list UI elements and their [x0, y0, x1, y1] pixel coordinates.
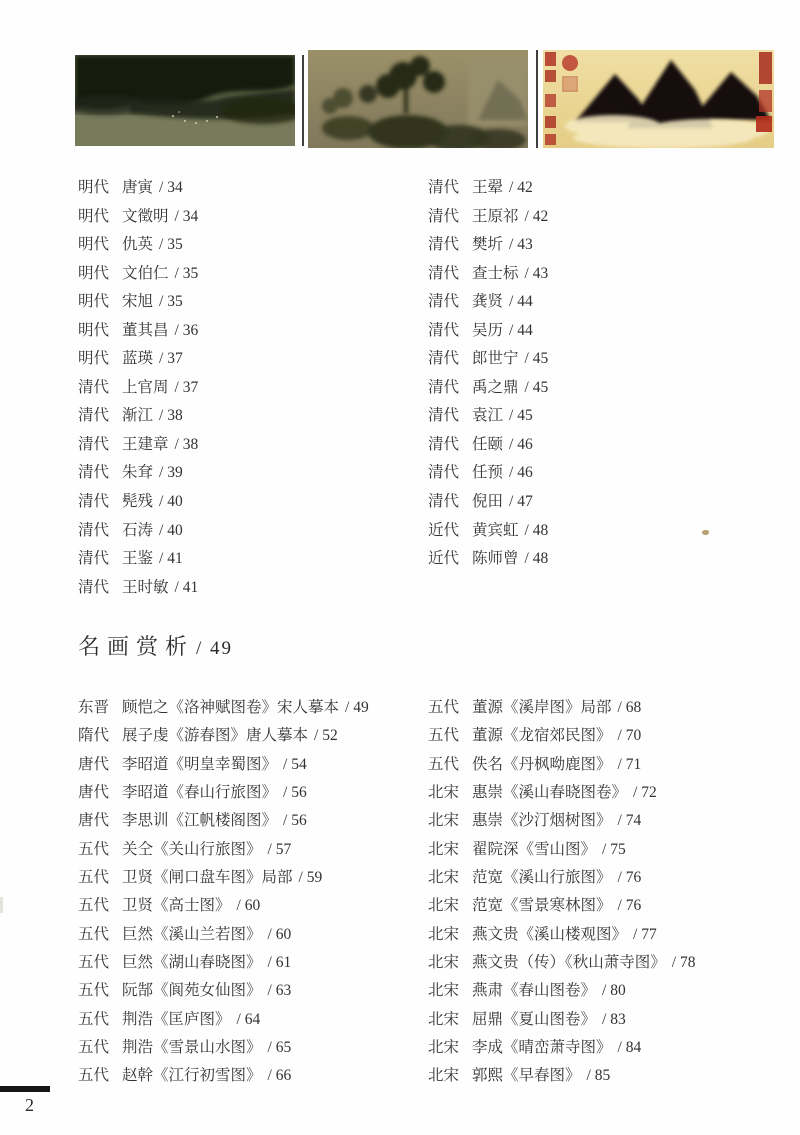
painting-title: 屈鼎《夏山图卷》: [472, 1010, 597, 1028]
artist-index-entry: [78, 574, 198, 603]
artist-name: 朱耷: [122, 464, 154, 482]
dynasty-label: 北宋: [428, 1067, 460, 1085]
artist-name: 上官周: [122, 378, 169, 396]
painting-title: 关仝《关山行旅图》: [122, 840, 262, 858]
dynasty-label: 明代: [78, 293, 110, 311]
dynasty-label: 北宋: [428, 1010, 460, 1028]
dynasty-label: 清代: [78, 407, 110, 425]
page-ref: / 77: [633, 925, 657, 943]
artist-name: 髡残: [122, 493, 154, 511]
page-ref: / 41: [159, 550, 183, 568]
dynasty-label: 清代: [428, 179, 460, 196]
painting-title: 阮郜《阆苑女仙图》: [122, 982, 262, 1000]
painting-title: 董源《龙宿郊民图》: [472, 727, 612, 745]
artist-name: 王时敏: [122, 578, 169, 596]
paintings-index-left-column: [78, 694, 369, 1091]
page-ref: / 76: [617, 869, 642, 887]
artists-index-right-column: [428, 174, 548, 574]
page-ref: / 76: [617, 897, 642, 915]
painting-index-entry: [428, 807, 695, 835]
painting-index-entry: [428, 949, 695, 977]
dynasty-label: 五代: [428, 755, 460, 773]
page-ref: / 65: [267, 1039, 292, 1057]
page-ref: / 40: [159, 493, 183, 511]
painting-index-entry: [78, 779, 369, 807]
dynasty-label: 清代: [428, 350, 460, 368]
edge-smudge: [0, 897, 3, 913]
page-ref: / 78: [671, 954, 696, 972]
painting-index-entry: [78, 977, 369, 1005]
dynasty-label: 五代: [78, 1039, 110, 1057]
artist-index-entry: [78, 517, 198, 546]
artist-index-entry: [78, 203, 198, 232]
page-ref: / 52: [314, 727, 338, 745]
page-ref: / 39: [159, 464, 183, 482]
dynasty-label: 清代: [78, 521, 110, 539]
painting-title: 范宽《溪山行旅图》: [472, 869, 612, 887]
artist-index-entry: [428, 459, 548, 488]
dynasty-label: 清代: [428, 321, 460, 339]
page-ref: / 75: [602, 840, 626, 858]
page-ref: / 41: [174, 578, 199, 596]
page-ref: / 45: [524, 350, 549, 368]
artist-name: 文徵明: [122, 207, 169, 225]
page-ref: / 38: [174, 435, 199, 453]
dynasty-label: 清代: [428, 264, 460, 282]
artist-index-entry: [78, 317, 198, 346]
painting-title: 李昭道《明皇幸蜀图》: [122, 755, 278, 773]
artist-index-entry: [428, 431, 548, 460]
artist-name: 王翚: [472, 179, 504, 196]
page-ref: / 48: [524, 550, 549, 568]
dynasty-label: 五代: [78, 869, 110, 887]
painting-title: 顾恺之《洛神赋图卷》宋人摹本: [122, 699, 340, 716]
artist-index-entry: [78, 545, 198, 574]
painting-index-entry: [78, 807, 369, 835]
painting-index-entry: [428, 836, 695, 864]
page-ref: / 85: [586, 1067, 611, 1085]
painting-index-entry: [78, 1006, 369, 1034]
artist-index-entry: [428, 203, 548, 232]
dynasty-label: 清代: [78, 435, 110, 453]
thumbnail-divider: [302, 55, 304, 146]
artist-index-entry: [78, 402, 198, 431]
artist-index-entry: [428, 488, 548, 517]
dynasty-label: 清代: [428, 378, 460, 396]
artist-name: 樊圻: [472, 236, 504, 254]
artist-name: 黄宾虹: [472, 521, 519, 539]
painting-title: 惠崇《沙汀烟树图》: [472, 812, 612, 830]
page-ref: / 44: [509, 321, 533, 339]
painting-title: 惠崇《溪山春晓图卷》: [472, 784, 628, 802]
page-ref: / 59: [298, 869, 323, 887]
dynasty-label: 清代: [428, 236, 460, 254]
page-footer-rule: [0, 1086, 50, 1092]
dynasty-label: 五代: [428, 727, 460, 745]
artist-index-entry: [428, 545, 548, 574]
section-page-ref: / 49: [196, 638, 234, 659]
dynasty-label: 清代: [78, 464, 110, 482]
artist-name: 龚贤: [472, 293, 504, 311]
artist-index-entry: [78, 231, 198, 260]
page-ref: / 49: [345, 699, 369, 716]
dynasty-label: 五代: [78, 982, 110, 1000]
page-ref: / 35: [159, 236, 183, 254]
dynasty-label: 北宋: [428, 954, 460, 972]
section-title: 名画赏析: [78, 634, 195, 659]
dynasty-label: 近代: [428, 521, 460, 539]
page-ref: / 57: [267, 840, 292, 858]
painting-title: 董源《溪岸图》局部: [472, 699, 612, 716]
artist-index-entry: [78, 345, 198, 374]
dynasty-label: 清代: [78, 578, 110, 596]
painting-index-entry: [78, 864, 369, 892]
painting-title: 翟院深《雪山图》: [472, 840, 597, 858]
artist-name: 仇英: [122, 236, 154, 254]
artist-index-entry: [78, 288, 198, 317]
page-ref: / 63: [267, 982, 292, 1000]
page-ref: / 66: [267, 1067, 292, 1085]
round-seal: [562, 55, 578, 71]
page-ref: / 80: [602, 982, 626, 1000]
artist-index-entry: [428, 174, 548, 203]
artist-name: 文伯仁: [122, 264, 169, 282]
painting-thumbnail-trees-rocks: [308, 50, 528, 148]
painting-index-entry: [428, 722, 695, 750]
painting-index-entry: [78, 949, 369, 977]
artist-index-entry: [78, 488, 198, 517]
page-ref: / 42: [509, 179, 533, 196]
artist-name: 任颐: [472, 435, 504, 453]
artist-name: 查士标: [472, 264, 519, 282]
dynasty-label: 北宋: [428, 869, 460, 887]
paintings-index-right-column: [428, 694, 695, 1091]
artist-name: 蓝瑛: [122, 350, 154, 368]
artist-name: 禹之鼎: [472, 378, 519, 396]
dynasty-label: 明代: [78, 264, 110, 282]
artist-index-entry: [428, 288, 548, 317]
painting-index-entry: [78, 1062, 369, 1090]
square-seal: [563, 77, 577, 91]
section-heading: [78, 630, 233, 661]
painting-index-entry: [78, 694, 369, 722]
artist-name: 唐寅: [122, 179, 154, 196]
page-ref: / 48: [524, 521, 549, 539]
painting-thumbnail-gold-mountains: [543, 50, 774, 148]
artist-index-entry: [78, 174, 198, 203]
painting-index-entry: [428, 1062, 695, 1090]
dynasty-label: 北宋: [428, 1039, 460, 1057]
painting-title: 范宽《雪景寒林图》: [472, 897, 612, 915]
artist-index-entry: [78, 431, 198, 460]
painting-index-entry: [78, 1034, 369, 1062]
painting-title: 卫贤《高士图》: [122, 897, 231, 915]
dynasty-label: 北宋: [428, 897, 460, 915]
artist-name: 王鉴: [122, 550, 154, 568]
page-ref: / 35: [174, 264, 199, 282]
dynasty-label: 东晋: [78, 699, 110, 716]
page-ref: / 36: [174, 321, 199, 339]
dynasty-label: 五代: [428, 699, 460, 716]
painting-index-entry: [428, 977, 695, 1005]
painting-index-entry: [428, 779, 695, 807]
painting-index-entry: [78, 722, 369, 750]
painting-title: 李昭道《春山行旅图》: [122, 784, 278, 802]
artist-name: 董其昌: [122, 321, 169, 339]
dynasty-label: 五代: [78, 925, 110, 943]
dynasty-label: 唐代: [78, 755, 110, 773]
page-ref: / 46: [509, 464, 533, 482]
page-ref: / 68: [617, 699, 642, 716]
dynasty-label: 清代: [428, 407, 460, 425]
artist-index-entry: [428, 402, 548, 431]
painting-index-entry: [78, 836, 369, 864]
painting-title: 佚名《丹枫呦鹿图》: [472, 755, 612, 773]
page-ref: / 37: [174, 378, 199, 396]
page-ref: / 43: [509, 236, 533, 254]
dynasty-label: 北宋: [428, 784, 460, 802]
artist-index-entry: [428, 517, 548, 546]
dynasty-label: 唐代: [78, 812, 110, 830]
painting-title: 荆浩《雪景山水图》: [122, 1039, 262, 1057]
painting-index-entry: [78, 751, 369, 779]
artist-name: 王原祁: [472, 207, 519, 225]
artist-index-entry: [428, 374, 548, 403]
page-ref: / 60: [236, 897, 261, 915]
painting-title: 燕文贵（传）《秋山萧寺图》: [472, 954, 666, 972]
artist-name: 袁江: [472, 407, 504, 425]
painting-title: 巨然《溪山兰若图》: [122, 925, 262, 943]
thumbnail-divider: [536, 50, 538, 148]
dynasty-label: 清代: [78, 550, 110, 568]
page-ref: / 84: [617, 1039, 642, 1057]
painting-index-entry: [428, 892, 695, 920]
dynasty-label: 北宋: [428, 982, 460, 1000]
painting-title: 展子虔《游春图》唐人摹本: [122, 727, 309, 745]
page-ref: / 43: [524, 264, 549, 282]
page-ref: / 34: [159, 179, 183, 196]
artist-name: 石涛: [122, 521, 154, 539]
artist-name: 王建章: [122, 435, 169, 453]
painting-title: 赵幹《江行初雪图》: [122, 1067, 262, 1085]
painting-index-entry: [428, 1006, 695, 1034]
artist-index-entry: [78, 260, 198, 289]
painting-title: 郭熙《早春图》: [472, 1067, 581, 1085]
painting-index-entry: [428, 751, 695, 779]
artist-index-entry: [78, 459, 198, 488]
dynasty-label: 近代: [428, 550, 460, 568]
painting-title: 燕肃《春山图卷》: [472, 982, 597, 1000]
dynasty-label: 北宋: [428, 925, 460, 943]
painting-title: 李思训《江帆楼阁图》: [122, 812, 278, 830]
page-ref: / 71: [617, 755, 642, 773]
painting-title: 燕文贵《溪山楼观图》: [472, 925, 628, 943]
artist-name: 倪田: [472, 493, 504, 511]
artist-index-entry: [428, 231, 548, 260]
page-ref: / 64: [236, 1010, 261, 1028]
artist-name: 郎世宁: [472, 350, 519, 368]
painting-index-entry: [78, 892, 369, 920]
painting-index-entry: [428, 864, 695, 892]
page-ref: / 56: [283, 812, 307, 830]
dynasty-label: 明代: [78, 236, 110, 254]
dynasty-label: 明代: [78, 207, 110, 225]
dynasty-label: 五代: [78, 897, 110, 915]
painting-title: 巨然《湖山春晓图》: [122, 954, 262, 972]
dynasty-label: 清代: [78, 378, 110, 396]
dynasty-label: 清代: [428, 293, 460, 311]
page-ref: / 72: [633, 784, 657, 802]
artist-index-entry: [428, 317, 548, 346]
dynasty-label: 清代: [78, 493, 110, 511]
page-ref: / 37: [159, 350, 183, 368]
artist-index-entry: [78, 374, 198, 403]
artist-name: 吴历: [472, 321, 504, 339]
painting-thumbnail-dark-river: [75, 55, 295, 146]
painting-index-entry: [428, 1034, 695, 1062]
page-ref: / 45: [524, 378, 549, 396]
page-number: 2: [25, 1095, 34, 1115]
artists-index-left-column: [78, 174, 198, 602]
dynasty-label: 北宋: [428, 840, 460, 858]
dynasty-label: 五代: [78, 954, 110, 972]
dynasty-label: 五代: [78, 1067, 110, 1085]
artist-name: 渐江: [122, 407, 154, 425]
painting-title: 荆浩《匡庐图》: [122, 1010, 231, 1028]
dynasty-label: 五代: [78, 1010, 110, 1028]
page-ref: / 54: [283, 755, 307, 773]
dynasty-label: 清代: [428, 435, 460, 453]
page-ref: / 61: [267, 954, 292, 972]
page-ref: / 44: [509, 293, 533, 311]
dynasty-label: 明代: [78, 350, 110, 368]
artist-name: 宋旭: [122, 293, 154, 311]
page-ref: / 45: [509, 407, 533, 425]
artist-index-entry: [428, 345, 548, 374]
page-ref: / 47: [509, 493, 533, 511]
page-ref: / 34: [174, 207, 199, 225]
page-ref: / 60: [267, 925, 292, 943]
dynasty-label: 唐代: [78, 784, 110, 802]
page-ref: / 35: [159, 293, 183, 311]
dynasty-label: 五代: [78, 840, 110, 858]
dynasty-label: 清代: [428, 464, 460, 482]
painting-index-entry: [428, 694, 695, 722]
painting-index-entry: [428, 921, 695, 949]
page-ref: / 83: [602, 1010, 626, 1028]
page-ref: / 56: [283, 784, 307, 802]
dynasty-label: 北宋: [428, 812, 460, 830]
painting-index-entry: [78, 921, 369, 949]
page-ref: / 70: [617, 727, 642, 745]
page-ref: / 40: [159, 521, 183, 539]
dynasty-label: 清代: [428, 207, 460, 225]
paper-speck: [702, 530, 709, 535]
dynasty-label: 明代: [78, 179, 110, 196]
painting-title: 李成《晴峦萧寺图》: [472, 1039, 612, 1057]
painting-title: 卫贤《闸口盘车图》局部: [122, 869, 293, 887]
page-ref: / 38: [159, 407, 183, 425]
artist-name: 陈师曾: [472, 550, 519, 568]
artist-name: 任预: [472, 464, 504, 482]
dynasty-label: 明代: [78, 321, 110, 339]
dynasty-label: 隋代: [78, 727, 110, 745]
artist-index-entry: [428, 260, 548, 289]
page-ref: / 42: [524, 207, 549, 225]
page-ref: / 74: [617, 812, 642, 830]
dynasty-label: 清代: [428, 493, 460, 511]
page-ref: / 46: [509, 435, 533, 453]
